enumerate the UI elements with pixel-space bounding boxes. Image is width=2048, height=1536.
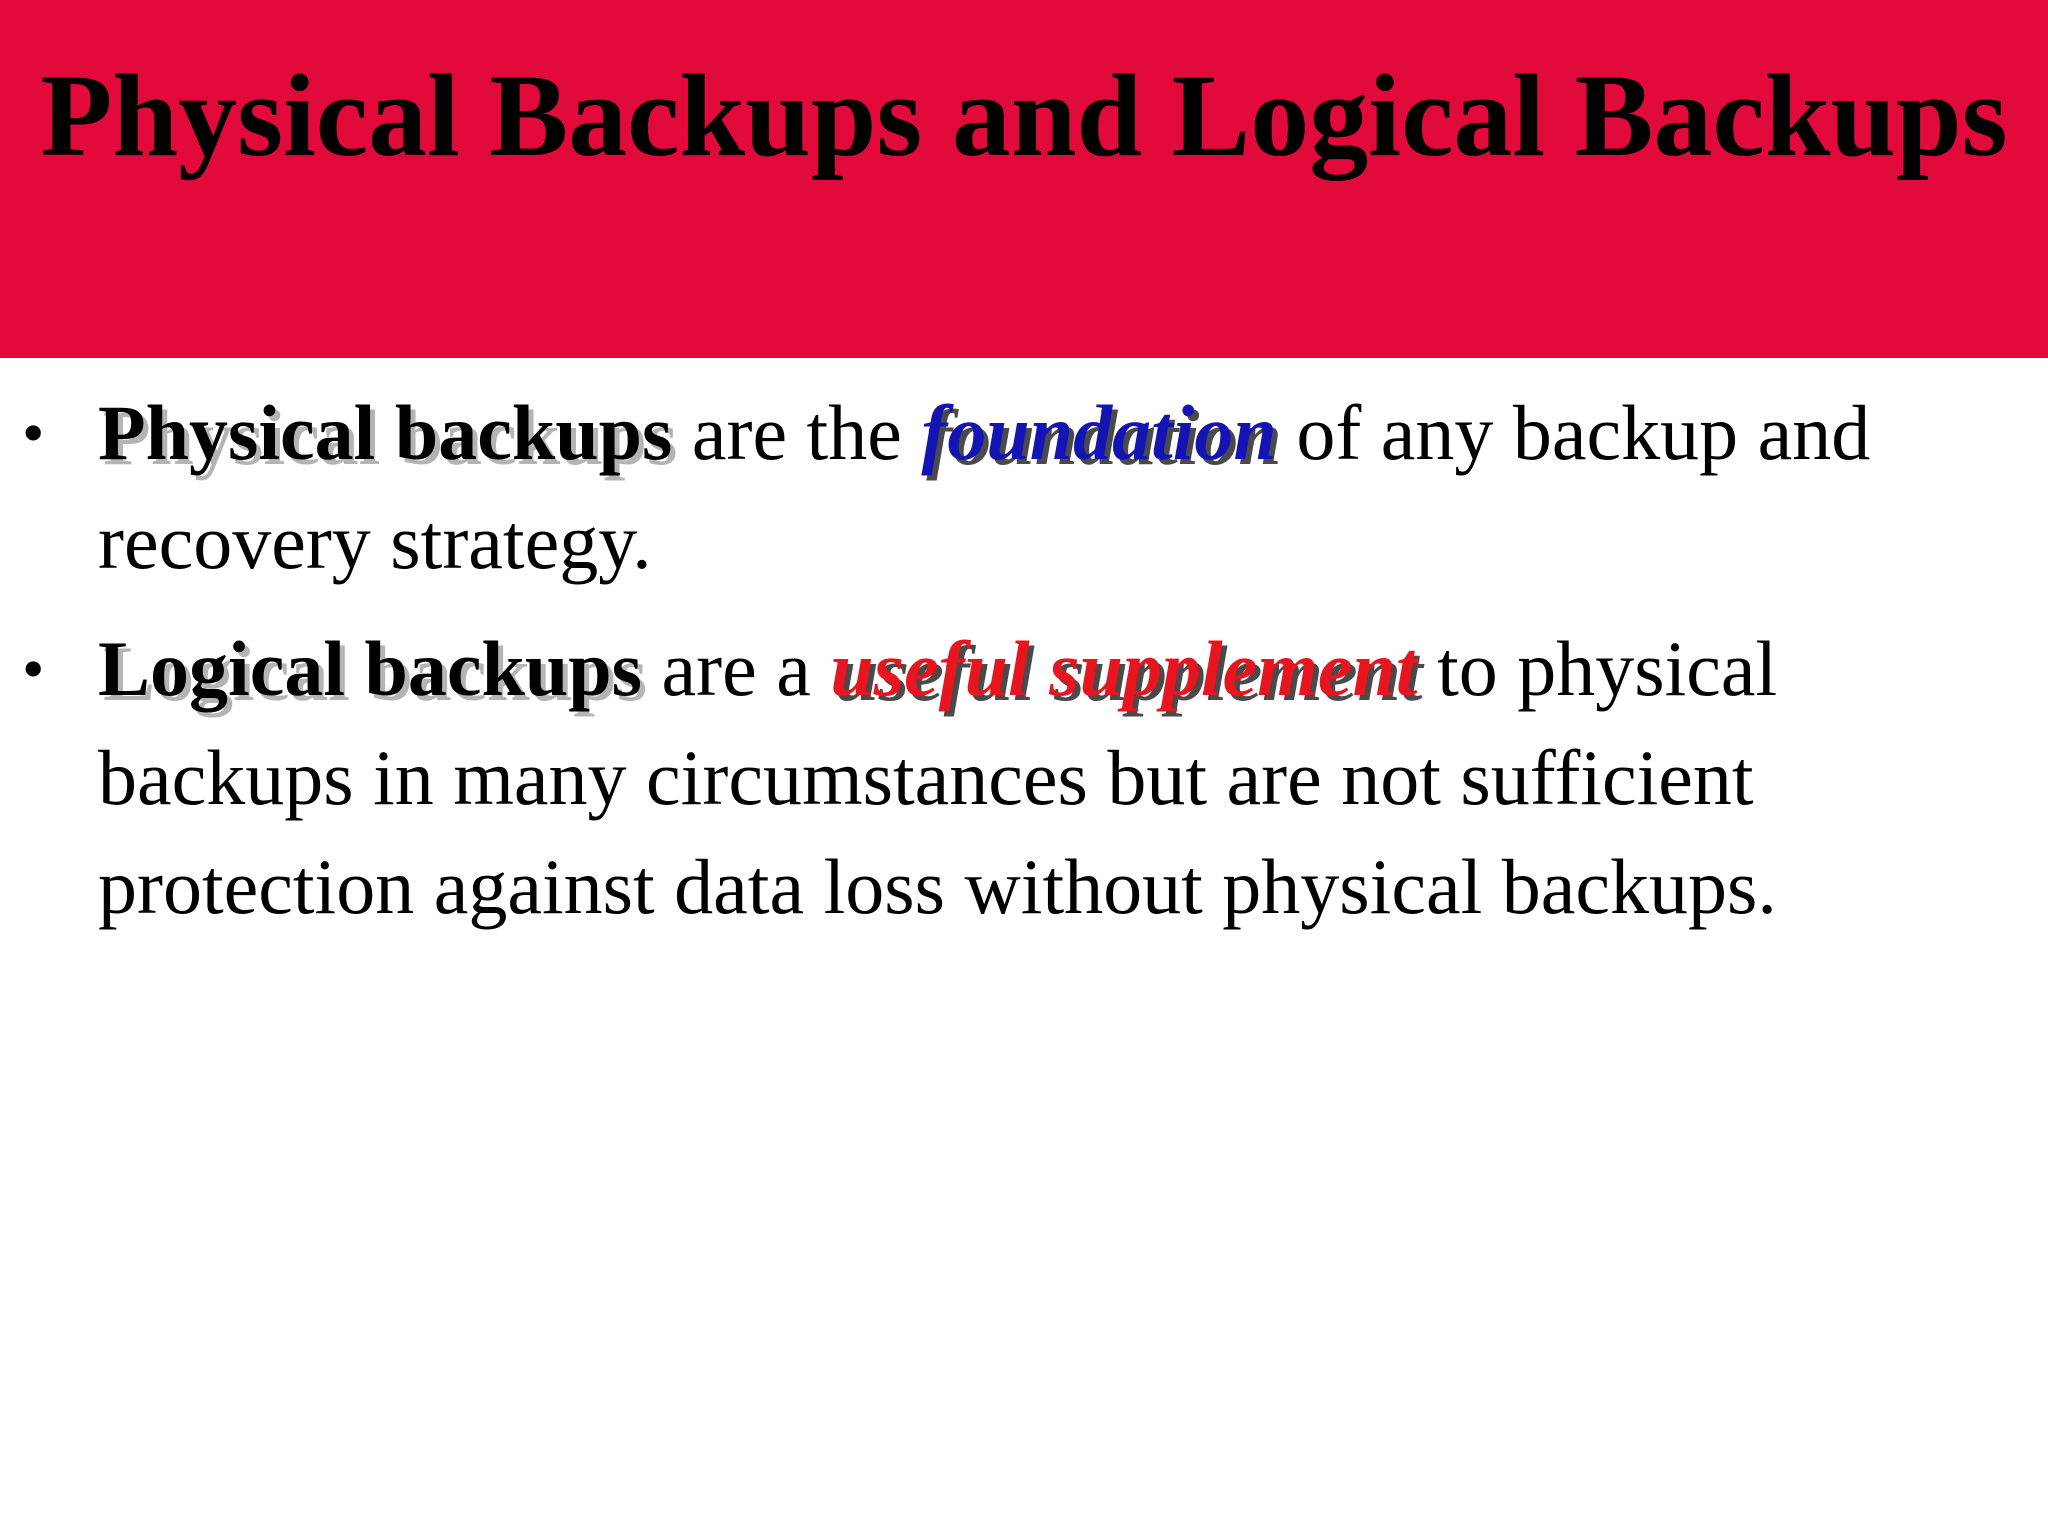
bullet-text: are a [641,625,831,712]
term-physical-backups: Physical backups [98,389,673,476]
bullet-item-physical [0,378,2048,596]
bullet-dot-icon: • [22,633,45,704]
term-logical-backups: Logical backups [98,625,642,712]
bullet-text: are the [672,389,922,476]
bullet-dot-icon: • [22,397,45,468]
bullet-text: of any backup and recovery strategy. [98,389,1871,585]
slide-title: Physical Backups and Logical Backups [40,50,2008,181]
emphasis-useful-supplement: useful supplement [830,625,1418,712]
bullet-item-logical [0,614,2048,941]
emphasis-foundation: foundation [921,389,1277,476]
bullet-list [0,378,2048,959]
bullet-text: to physical backups in many circumstances but are not sufficient protection against data loss without physical backups. [98,625,1778,930]
